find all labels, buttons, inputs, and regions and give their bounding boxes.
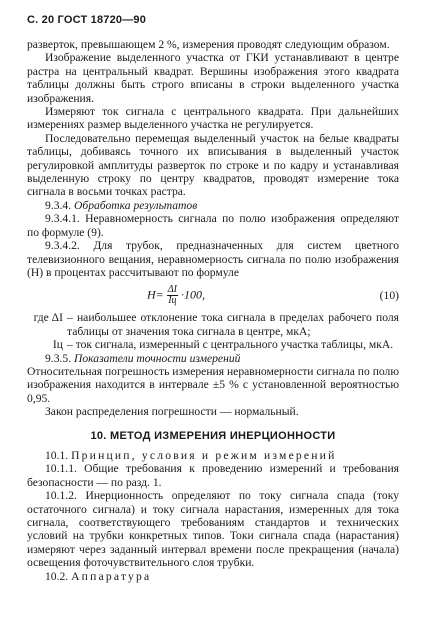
subsection-heading: [27, 449, 399, 462]
formula-fraction: [167, 285, 178, 306]
subsection-number: 10.2.: [45, 569, 69, 583]
subsection-number: 10.1.: [45, 448, 69, 462]
subsection-title: Показатели точности измерений: [74, 351, 241, 365]
paragraph: 9.3.4.1. Неравномерность сигнала по полю изображения определяют по формуле (9).: [27, 212, 399, 239]
paragraph: 10.1.1. Общие требования к проведению измерений и требования безопасности — по разд. 1.: [27, 462, 399, 489]
formula-numerator: ΔI: [167, 284, 177, 296]
paragraph: Изображение выделенного участка от ГКИ устанавливают в центре растра на центральный квадрат. Вершины изображения этого квадрата таблицы должны быть строго вписаны в строки выделенного участка изображения.: [27, 51, 399, 105]
definition-term: где ΔI: [33, 311, 63, 325]
formula-expression: [147, 285, 205, 306]
subsection-heading: [27, 570, 399, 583]
subsection-number: 9.3.5.: [45, 351, 72, 365]
formula-number: (10): [379, 289, 399, 303]
definition-term: Iц: [52, 338, 63, 352]
paragraph: разверток, превышающем 2 %, измерения проводят следующим образом.: [27, 38, 390, 51]
subsection-title: Принцип, условия и режим измерений: [71, 448, 337, 462]
subsection-heading: [27, 199, 399, 212]
paragraph: 10.1.2. Инерционность определяют по току сигнала спада (току остаточного сигнала) и току сигнала нарастания, измеренных для тока сигнала, соответствующего требованиям стандартов и технических условий на трубки конкретных типов. Токи сигнала спада (нарастания) измеряют через заданный интервал времени после прекращения (начала) освещения фоточувствительного слоя трубки.: [27, 489, 399, 570]
paragraph: Закон распределения погрешности — нормальный.: [45, 405, 299, 419]
paragraph: Измеряют ток сигнала с центрального квадрата. При дальнейших измерениях размер выделенного участка не регулируется.: [27, 105, 399, 132]
paragraph: Относительная погрешность измерения неравномерности сигнала по полю изображения находится в интервале ±5 % с установленной вероятностью 0,95.: [27, 364, 399, 405]
section-title: 10. МЕТОД ИЗМЕРЕНИЯ ИНЕРЦИОННОСТИ: [90, 429, 336, 442]
formula-rhs: ·100,: [180, 287, 205, 302]
subsection-number: 9.3.4.: [45, 198, 72, 212]
paragraph: Последовательно перемещая выделенный участок на белые квадраты таблицы, добиваясь точного их вписывания в выделенный участок регулировкой амплитуды разверток по строке и по кадру и устанавливая выделенную строку по центру квадратов, проводят измерение тока сигнала в восьми точках растра.: [27, 131, 399, 199]
document-body: [27, 38, 399, 583]
formula: [27, 283, 399, 309]
definition-item: [27, 311, 399, 338]
definition-text: – ток сигнала, измеренный с центрального участка таблицы, мкА.: [67, 338, 394, 352]
definition-text: – наибольшее отклонение тока сигнала в пределах рабочего поля таблицы от значения тока сигнала в центре, мкА;: [67, 311, 399, 338]
subsection-heading: [27, 352, 399, 365]
formula-denominator: Iц: [168, 295, 177, 307]
paragraph: 9.3.4.2. Для трубок, предназначенных для систем цветного телевизионного вещания, неравномерность сигнала по полю изображения (H) в процентах рассчитывают по формуле: [27, 239, 399, 279]
page-header: С. 20 ГОСТ 18720—90: [27, 14, 147, 26]
definition-item: [27, 338, 399, 351]
subsection-title: Обработка результатов: [74, 198, 198, 212]
subsection-title: Аппаратура: [71, 569, 152, 583]
formula-lhs: H=: [147, 287, 164, 302]
